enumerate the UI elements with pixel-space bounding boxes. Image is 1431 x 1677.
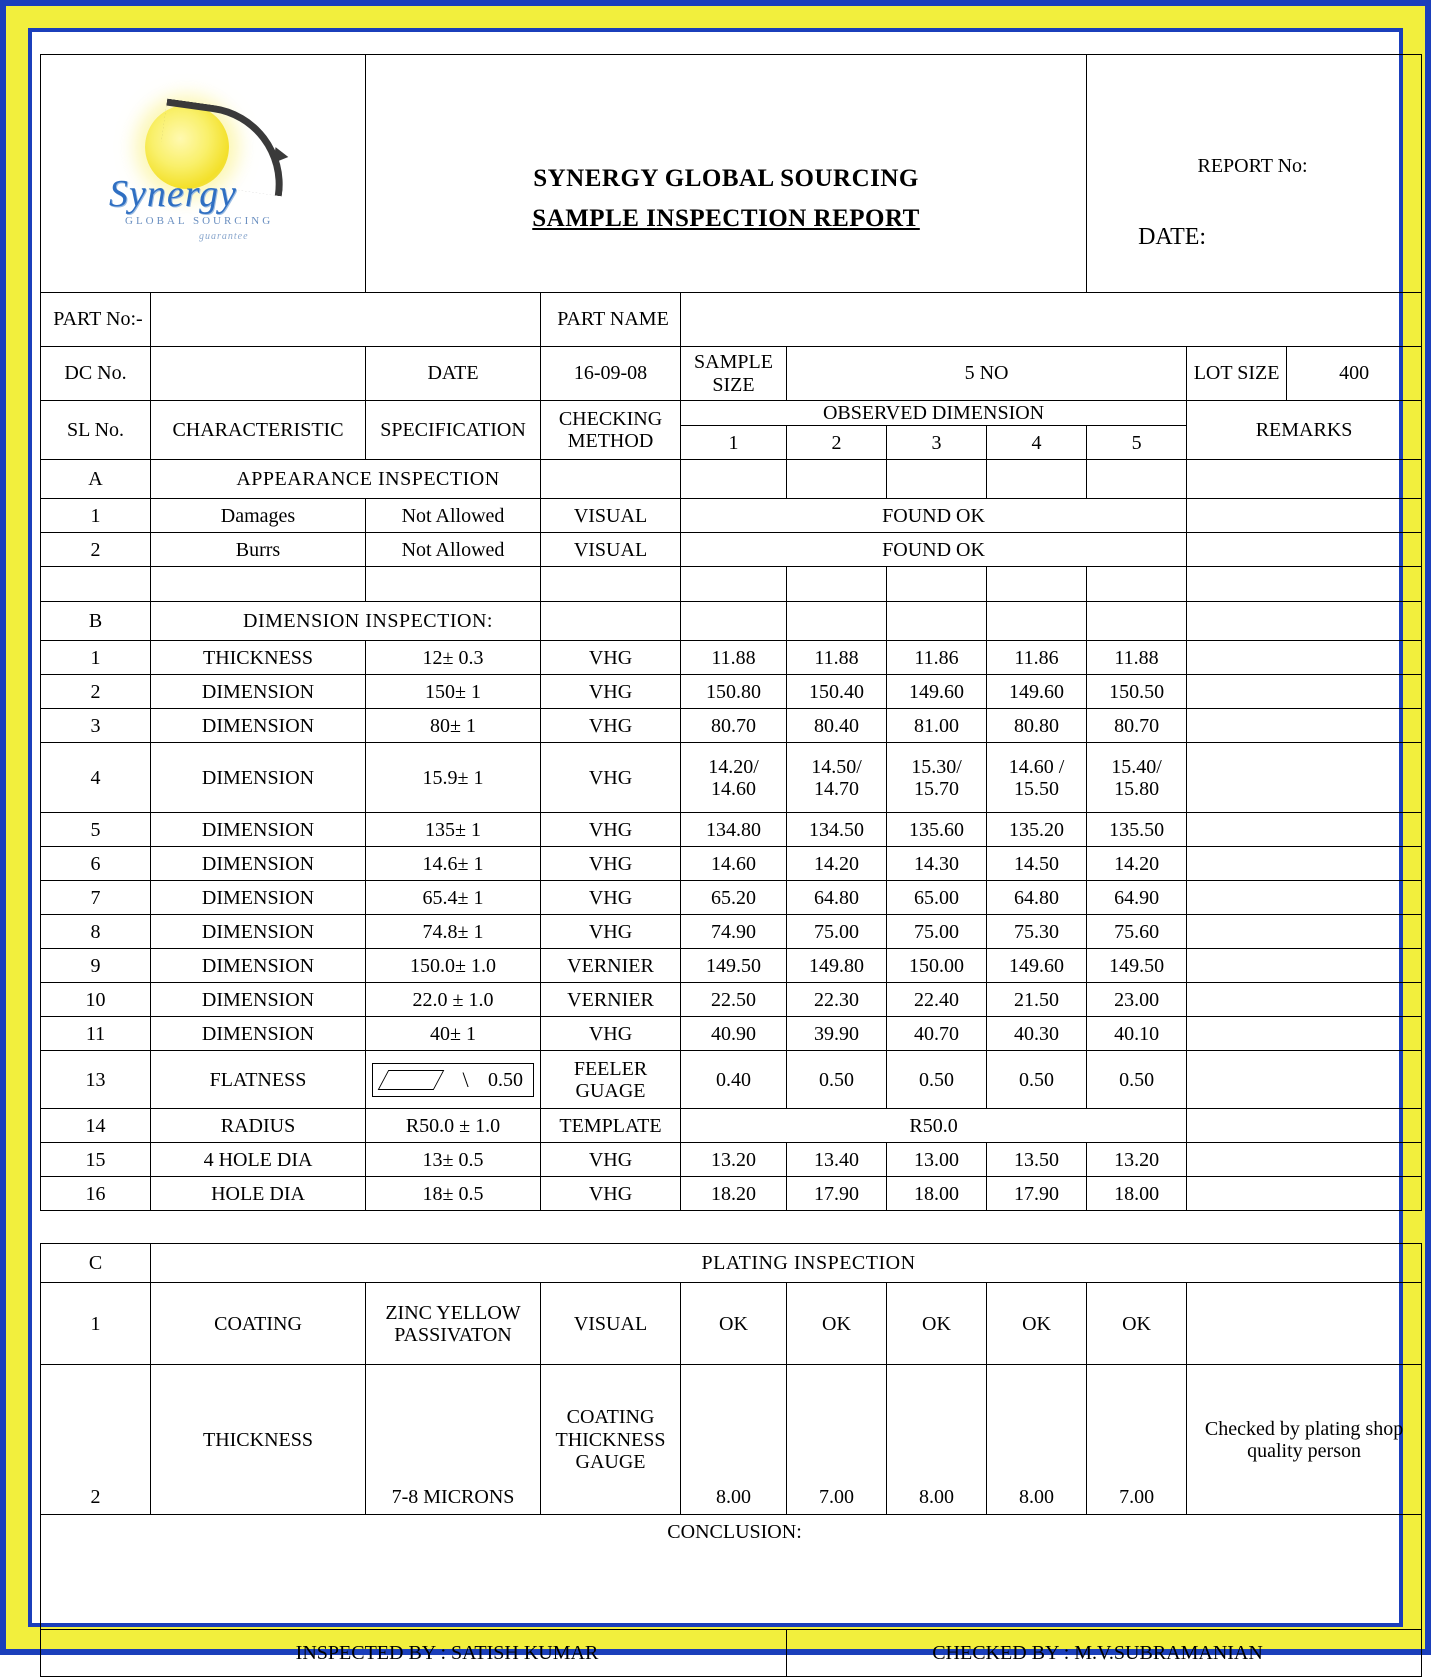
flatness-row bbox=[41, 1051, 1422, 1109]
logo-tagline-secondary: guarantee bbox=[199, 230, 249, 242]
sample-size-label: SAMPLE SIZE bbox=[681, 347, 787, 401]
row-characteristic: DIMENSION bbox=[151, 743, 366, 813]
checked-by: CHECKED BY : M.V.SUBRAMANIAN bbox=[787, 1629, 1422, 1676]
row-characteristic: DIMENSION bbox=[151, 983, 366, 1017]
row-obs-4: 13.50 bbox=[987, 1143, 1087, 1177]
row-obs-1: 13.20 bbox=[681, 1143, 787, 1177]
row-obs-1: 74.90 bbox=[681, 915, 787, 949]
row-method: VHG bbox=[541, 813, 681, 847]
row-obs-1: 14.60 bbox=[681, 847, 787, 881]
row-sl: 14 bbox=[41, 1109, 151, 1143]
row-obs-1: 11.88 bbox=[681, 641, 787, 675]
row-specification: 15.9± 1 bbox=[366, 743, 541, 813]
document-sheet bbox=[32, 32, 1404, 1664]
row-obs-4: 8.00 bbox=[987, 1365, 1087, 1515]
blank-cell bbox=[1187, 567, 1422, 602]
col-obs-1: 1 bbox=[681, 426, 787, 460]
row-remarks[interactable] bbox=[1187, 709, 1422, 743]
row-obs-1: 80.70 bbox=[681, 709, 787, 743]
col-obs-4: 4 bbox=[987, 426, 1087, 460]
row-method: VHG bbox=[541, 709, 681, 743]
section-a-blank-3 bbox=[887, 460, 987, 499]
row-remarks[interactable] bbox=[1187, 1109, 1422, 1143]
flatness-separator: \ bbox=[462, 1066, 469, 1092]
row-obs-1: 18.20 bbox=[681, 1177, 787, 1211]
row-sl: 7 bbox=[41, 881, 151, 915]
row-obs-2: 7.00 bbox=[787, 1365, 887, 1515]
signature-row bbox=[41, 1629, 1422, 1676]
row-obs-1: 149.50 bbox=[681, 949, 787, 983]
row-obs-3: 15.30/ 15.70 bbox=[887, 743, 987, 813]
row-obs-4: 11.86 bbox=[987, 641, 1087, 675]
table-row bbox=[41, 813, 1422, 847]
blank-cell bbox=[41, 567, 151, 602]
row-obs-3: 13.00 bbox=[887, 1143, 987, 1177]
row-obs-5: 149.50 bbox=[1087, 949, 1187, 983]
section-a-title: APPEARANCE INSPECTION bbox=[151, 460, 541, 499]
row-obs-4: 149.60 bbox=[987, 949, 1087, 983]
row-obs-5: 18.00 bbox=[1087, 1177, 1187, 1211]
blank-cell bbox=[987, 567, 1087, 602]
row-characteristic: THICKNESS bbox=[151, 641, 366, 675]
row-obs-3: 14.30 bbox=[887, 847, 987, 881]
report-table bbox=[40, 54, 1422, 1677]
row-characteristic: Damages bbox=[151, 499, 366, 533]
table-row bbox=[41, 847, 1422, 881]
row-specification: 74.8± 1 bbox=[366, 915, 541, 949]
row-remarks[interactable] bbox=[1187, 743, 1422, 813]
part-name-value[interactable] bbox=[681, 293, 1422, 347]
row-characteristic: COATING bbox=[151, 1283, 366, 1365]
row-remarks[interactable] bbox=[1187, 983, 1422, 1017]
row-specification: 12± 0.3 bbox=[366, 641, 541, 675]
row-obs-1: 150.80 bbox=[681, 675, 787, 709]
row-method: FEELER GUAGE bbox=[541, 1051, 681, 1109]
row-obs-3: 8.00 bbox=[887, 1365, 987, 1515]
row-sl: 2 bbox=[41, 675, 151, 709]
row-characteristic: THICKNESS bbox=[151, 1365, 366, 1515]
row-specification: 80± 1 bbox=[366, 709, 541, 743]
section-c-title: PLATING INSPECTION bbox=[151, 1244, 1422, 1283]
row-obs-2: 0.50 bbox=[787, 1051, 887, 1109]
row-sl: 1 bbox=[41, 1283, 151, 1365]
blank-cell bbox=[1087, 567, 1187, 602]
row-sl: 1 bbox=[41, 641, 151, 675]
row-remarks: Checked by plating shop quality person bbox=[1187, 1365, 1422, 1515]
row-obs-5: 75.60 bbox=[1087, 915, 1187, 949]
plating-thickness-row bbox=[41, 1365, 1422, 1515]
row-specification: 22.0 ± 1.0 bbox=[366, 983, 541, 1017]
row-remarks[interactable] bbox=[1187, 675, 1422, 709]
table-row bbox=[41, 499, 1422, 533]
row-method: VHG bbox=[541, 743, 681, 813]
row-method: VHG bbox=[541, 847, 681, 881]
spacer-cell bbox=[41, 1211, 1422, 1244]
blank-cell bbox=[887, 567, 987, 602]
section-c-row bbox=[41, 1244, 1422, 1283]
section-c-code: C bbox=[41, 1244, 151, 1283]
section-a-blank-1 bbox=[681, 460, 787, 499]
section-a-blank-4 bbox=[987, 460, 1087, 499]
row-characteristic: 4 HOLE DIA bbox=[151, 1143, 366, 1177]
table-row bbox=[41, 881, 1422, 915]
row-obs-2: 17.90 bbox=[787, 1177, 887, 1211]
row-sl: 11 bbox=[41, 1017, 151, 1051]
table-row bbox=[41, 533, 1422, 567]
row-method: VISUAL bbox=[541, 1283, 681, 1365]
section-b-blank-4 bbox=[987, 602, 1087, 641]
title-cell bbox=[366, 55, 1087, 293]
row-obs-5: 14.20 bbox=[1087, 847, 1187, 881]
row-remarks[interactable] bbox=[1187, 949, 1422, 983]
row-sl: 2 bbox=[41, 1365, 151, 1515]
part-info-row bbox=[41, 293, 1422, 347]
section-b-blank-remarks bbox=[1187, 602, 1422, 641]
section-b-blank-5 bbox=[1087, 602, 1187, 641]
col-characteristic: CHARACTERISTIC bbox=[151, 401, 366, 460]
row-specification: ZINC YELLOW PASSIVATON bbox=[366, 1283, 541, 1365]
logo-cell bbox=[41, 55, 366, 293]
section-a-row bbox=[41, 460, 1422, 499]
row-method: VHG bbox=[541, 641, 681, 675]
row-obs-5: 15.40/ 15.80 bbox=[1087, 743, 1187, 813]
row-specification: 18± 0.5 bbox=[366, 1177, 541, 1211]
row-method: COATING THICKNESS GAUGE bbox=[541, 1365, 681, 1515]
col-obs-5: 5 bbox=[1087, 426, 1187, 460]
row-obs-4: 80.80 bbox=[987, 709, 1087, 743]
row-characteristic: DIMENSION bbox=[151, 813, 366, 847]
col-sl-no: SL No. bbox=[41, 401, 151, 460]
row-obs-4: 75.30 bbox=[987, 915, 1087, 949]
row-method: VISUAL bbox=[541, 499, 681, 533]
conclusion-label-row bbox=[41, 1515, 1422, 1549]
dc-info-row bbox=[41, 347, 1422, 401]
row-method: VHG bbox=[541, 1017, 681, 1051]
row-specification: 135± 1 bbox=[366, 813, 541, 847]
row-obs-2: 22.30 bbox=[787, 983, 887, 1017]
row-obs-5: 150.50 bbox=[1087, 675, 1187, 709]
row-sl: 2 bbox=[41, 533, 151, 567]
row-obs-1: 8.00 bbox=[681, 1365, 787, 1515]
row-obs-3: 0.50 bbox=[887, 1051, 987, 1109]
part-no-value[interactable] bbox=[151, 293, 541, 347]
row-obs-4: 14.50 bbox=[987, 847, 1087, 881]
row-specification-symbol bbox=[366, 1051, 541, 1109]
row-characteristic: Burrs bbox=[151, 533, 366, 567]
row-observed-merged: FOUND OK bbox=[681, 533, 1187, 567]
row-obs-3: 135.60 bbox=[887, 813, 987, 847]
row-remarks[interactable] bbox=[1187, 1177, 1422, 1211]
row-obs-1: 134.80 bbox=[681, 813, 787, 847]
row-obs-3: 11.86 bbox=[887, 641, 987, 675]
row-specification: 7-8 MICRONS bbox=[366, 1365, 541, 1515]
row-obs-2: 14.20 bbox=[787, 847, 887, 881]
column-header-row-top bbox=[41, 401, 1422, 426]
logo-tagline: GLOBAL SOURCING bbox=[125, 214, 274, 227]
row-characteristic: HOLE DIA bbox=[151, 1177, 366, 1211]
dc-no-value[interactable] bbox=[151, 347, 366, 401]
table-row bbox=[41, 675, 1422, 709]
row-obs-3: 18.00 bbox=[887, 1177, 987, 1211]
date-field-label: DATE bbox=[366, 347, 541, 401]
row-remarks[interactable] bbox=[1187, 847, 1422, 881]
row-specification: R50.0 ± 1.0 bbox=[366, 1109, 541, 1143]
row-observed-merged: R50.0 bbox=[681, 1109, 1187, 1143]
row-remarks[interactable] bbox=[1187, 533, 1422, 567]
row-obs-2: 80.40 bbox=[787, 709, 887, 743]
flatness-symbol-icon bbox=[378, 1070, 445, 1090]
row-obs-1: 14.20/ 14.60 bbox=[681, 743, 787, 813]
row-obs-5: 0.50 bbox=[1087, 1051, 1187, 1109]
blank-cell bbox=[787, 567, 887, 602]
row-obs-3: 65.00 bbox=[887, 881, 987, 915]
row-characteristic: DIMENSION bbox=[151, 915, 366, 949]
row-sl: 3 bbox=[41, 709, 151, 743]
row-sl: 4 bbox=[41, 743, 151, 813]
row-observed-merged: FOUND OK bbox=[681, 499, 1187, 533]
row-obs-5: 23.00 bbox=[1087, 983, 1187, 1017]
row-specification: 65.4± 1 bbox=[366, 881, 541, 915]
row-specification: 14.6± 1 bbox=[366, 847, 541, 881]
row-sl: 6 bbox=[41, 847, 151, 881]
row-sl: 10 bbox=[41, 983, 151, 1017]
row-sl: 5 bbox=[41, 813, 151, 847]
row-obs-4: 21.50 bbox=[987, 983, 1087, 1017]
row-characteristic: DIMENSION bbox=[151, 1017, 366, 1051]
blank-cell bbox=[151, 567, 366, 602]
row-remarks[interactable] bbox=[1187, 881, 1422, 915]
row-sl: 8 bbox=[41, 915, 151, 949]
row-method: VISUAL bbox=[541, 533, 681, 567]
row-obs-2: 11.88 bbox=[787, 641, 887, 675]
conclusion-label: CONCLUSION: bbox=[41, 1515, 1422, 1549]
row-characteristic: DIMENSION bbox=[151, 709, 366, 743]
row-obs-3: 150.00 bbox=[887, 949, 987, 983]
row-method: VERNIER bbox=[541, 949, 681, 983]
col-remarks: REMARKS bbox=[1187, 401, 1422, 460]
row-remarks[interactable] bbox=[1187, 1283, 1422, 1365]
inspection-report bbox=[40, 54, 1404, 1677]
table-row bbox=[41, 949, 1422, 983]
row-remarks[interactable] bbox=[1187, 915, 1422, 949]
logo-wordmark: Synergy bbox=[109, 172, 237, 215]
document-title: SAMPLE INSPECTION REPORT bbox=[532, 205, 920, 232]
row-obs-2: 13.40 bbox=[787, 1143, 887, 1177]
blank-cell bbox=[366, 567, 541, 602]
date-field-value[interactable]: 16-09-08 bbox=[541, 347, 681, 401]
col-obs-3: 3 bbox=[887, 426, 987, 460]
table-row bbox=[41, 641, 1422, 675]
row-characteristic: FLATNESS bbox=[151, 1051, 366, 1109]
section-b-row bbox=[41, 602, 1422, 641]
lot-size-value[interactable]: 400 bbox=[1287, 347, 1422, 401]
row-sl: 9 bbox=[41, 949, 151, 983]
section-b-code: B bbox=[41, 602, 151, 641]
flatness-tolerance-value: 0.50 bbox=[488, 1068, 523, 1091]
row-obs-3: 75.00 bbox=[887, 915, 987, 949]
plating-coating-row bbox=[41, 1283, 1422, 1365]
row-remarks[interactable] bbox=[1187, 813, 1422, 847]
row-obs-2: OK bbox=[787, 1283, 887, 1365]
section-b-blank-2 bbox=[787, 602, 887, 641]
row-obs-1: 22.50 bbox=[681, 983, 787, 1017]
row-obs-5: 135.50 bbox=[1087, 813, 1187, 847]
lot-size-label: LOT SIZE bbox=[1187, 347, 1287, 401]
dc-no-label: DC No. bbox=[41, 347, 151, 401]
row-obs-2: 150.40 bbox=[787, 675, 887, 709]
row-characteristic: DIMENSION bbox=[151, 881, 366, 915]
row-sl: 13 bbox=[41, 1051, 151, 1109]
table-row bbox=[41, 983, 1422, 1017]
section-b-title: DIMENSION INSPECTION: bbox=[151, 602, 541, 641]
row-sl: 1 bbox=[41, 499, 151, 533]
row-characteristic: DIMENSION bbox=[151, 847, 366, 881]
col-checking-method: CHECKING METHOD bbox=[541, 401, 681, 460]
row-obs-2: 134.50 bbox=[787, 813, 887, 847]
blank-cell bbox=[681, 567, 787, 602]
section-a-blank-5 bbox=[1087, 460, 1187, 499]
section-a-blank-remarks bbox=[1187, 460, 1422, 499]
table-row bbox=[41, 1143, 1422, 1177]
row-method: VHG bbox=[541, 1177, 681, 1211]
row-obs-4: 64.80 bbox=[987, 881, 1087, 915]
row-obs-4: 14.60 / 15.50 bbox=[987, 743, 1087, 813]
report-meta-cell bbox=[1087, 55, 1422, 293]
row-obs-2: 64.80 bbox=[787, 881, 887, 915]
row-obs-2: 39.90 bbox=[787, 1017, 887, 1051]
spacer-row bbox=[41, 1211, 1422, 1244]
date-label: DATE: bbox=[1138, 223, 1207, 250]
row-method: VHG bbox=[541, 915, 681, 949]
row-obs-2: 149.80 bbox=[787, 949, 887, 983]
row-obs-1: OK bbox=[681, 1283, 787, 1365]
row-specification: 13± 0.5 bbox=[366, 1143, 541, 1177]
inspected-by: INSPECTED BY : SATISH KUMAR bbox=[41, 1629, 787, 1676]
table-row bbox=[41, 1017, 1422, 1051]
row-specification: 150± 1 bbox=[366, 675, 541, 709]
conclusion-body-row bbox=[41, 1549, 1422, 1630]
row-remarks[interactable] bbox=[1187, 1017, 1422, 1051]
section-a-code: A bbox=[41, 460, 151, 499]
row-obs-3: OK bbox=[887, 1283, 987, 1365]
row-obs-2: 75.00 bbox=[787, 915, 887, 949]
row-characteristic: DIMENSION bbox=[151, 949, 366, 983]
row-obs-5: 11.88 bbox=[1087, 641, 1187, 675]
section-b-blank-3 bbox=[887, 602, 987, 641]
row-obs-4: 17.90 bbox=[987, 1177, 1087, 1211]
row-obs-5: 40.10 bbox=[1087, 1017, 1187, 1051]
row-specification: Not Allowed bbox=[366, 499, 541, 533]
section-a-blank-2 bbox=[787, 460, 887, 499]
row-obs-3: 40.70 bbox=[887, 1017, 987, 1051]
row-obs-5: 13.20 bbox=[1087, 1143, 1187, 1177]
row-obs-4: 149.60 bbox=[987, 675, 1087, 709]
report-no-label: REPORT No: bbox=[1197, 155, 1308, 178]
row-obs-5: 64.90 bbox=[1087, 881, 1187, 915]
row-specification: Not Allowed bbox=[366, 533, 541, 567]
company-logo bbox=[103, 99, 303, 249]
row-obs-3: 22.40 bbox=[887, 983, 987, 1017]
radius-row bbox=[41, 1109, 1422, 1143]
part-name-label: PART NAME bbox=[541, 293, 681, 347]
row-remarks[interactable] bbox=[1187, 499, 1422, 533]
row-method: VHG bbox=[541, 675, 681, 709]
row-specification: 150.0± 1.0 bbox=[366, 949, 541, 983]
row-obs-1: 65.20 bbox=[681, 881, 787, 915]
row-obs-1: 0.40 bbox=[681, 1051, 787, 1109]
sample-size-value[interactable]: 5 NO bbox=[787, 347, 1187, 401]
row-method: VHG bbox=[541, 1143, 681, 1177]
section-b-blank-1 bbox=[681, 602, 787, 641]
table-row bbox=[41, 709, 1422, 743]
table-row bbox=[41, 743, 1422, 813]
row-remarks[interactable] bbox=[1187, 1143, 1422, 1177]
row-method: TEMPLATE bbox=[541, 1109, 681, 1143]
blank-cell bbox=[541, 567, 681, 602]
row-obs-3: 149.60 bbox=[887, 675, 987, 709]
row-obs-2: 14.50/ 14.70 bbox=[787, 743, 887, 813]
conclusion-value[interactable] bbox=[41, 1549, 1422, 1630]
row-obs-5: OK bbox=[1087, 1283, 1187, 1365]
row-sl: 15 bbox=[41, 1143, 151, 1177]
col-specification: SPECIFICATION bbox=[366, 401, 541, 460]
table-row bbox=[41, 915, 1422, 949]
row-specification: 40± 1 bbox=[366, 1017, 541, 1051]
blank-row bbox=[41, 567, 1422, 602]
row-sl: 16 bbox=[41, 1177, 151, 1211]
row-remarks[interactable] bbox=[1187, 641, 1422, 675]
col-observed-dimension: OBSERVED DIMENSION bbox=[681, 401, 1187, 426]
header-row bbox=[41, 55, 1422, 293]
row-obs-4: 135.20 bbox=[987, 813, 1087, 847]
section-b-blank-method bbox=[541, 602, 681, 641]
row-obs-3: 81.00 bbox=[887, 709, 987, 743]
section-a-blank-method bbox=[541, 460, 681, 499]
row-obs-5: 7.00 bbox=[1087, 1365, 1187, 1515]
row-characteristic: DIMENSION bbox=[151, 675, 366, 709]
row-obs-5: 80.70 bbox=[1087, 709, 1187, 743]
row-obs-4: 40.30 bbox=[987, 1017, 1087, 1051]
row-obs-1: 40.90 bbox=[681, 1017, 787, 1051]
row-characteristic: RADIUS bbox=[151, 1109, 366, 1143]
row-method: VHG bbox=[541, 881, 681, 915]
row-obs-4: 0.50 bbox=[987, 1051, 1087, 1109]
row-method: VERNIER bbox=[541, 983, 681, 1017]
table-row bbox=[41, 1177, 1422, 1211]
row-obs-4: OK bbox=[987, 1283, 1087, 1365]
col-obs-2: 2 bbox=[787, 426, 887, 460]
company-title: SYNERGY GLOBAL SOURCING bbox=[533, 165, 919, 192]
row-remarks[interactable] bbox=[1187, 1051, 1422, 1109]
part-no-label: PART No:- bbox=[41, 293, 151, 347]
